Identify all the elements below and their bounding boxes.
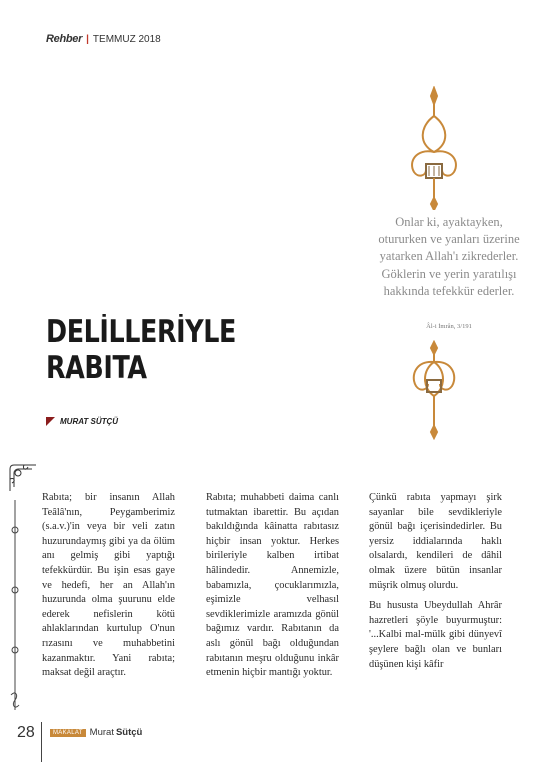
quote-source: Âl-i İmrân, 3/191 xyxy=(426,323,472,330)
ornament-top-icon xyxy=(406,86,462,210)
paragraph: Rabıta; muhabbeti daima canlı tutmaktan ibarettir. Bu açıdan bakıldığında kâinatta rabıtasız hiçbir insan yoktur. Herkes birileriyle kalben irtibat hâlindedir. Annemizle, babamızla, çocuklarımızla, eşimizle velhasıl sevdiklerimizle aramızda gönül bağımız vardır. Rabıtanın da aslı gönül bağı olduğundan rabıtanın meşru olduğunu inkâr etmenin hiçbir mantığı yoktur. xyxy=(206,492,339,679)
paragraph: Çünkü rabıta yapmayı şirk sayanlar bile sevdikleriyle gönül bağı içerisindedirler. Bu yersiz iddialarında haklı olsalardı, kendileri de dâhil olmak üzere bütün insanlar müşrik olmuş olurdu. xyxy=(369,492,502,591)
byline-marker-icon xyxy=(46,417,55,426)
paragraph: Bu hususta Ubeydullah Ahrâr hazretleri şöyle buyurmuştur: '...Kalbi mal-mülk gibi dünyevî şeylere bağlı olan ve bunları düşünen kişi kâfir xyxy=(369,600,502,670)
footer-author-first: Murat xyxy=(89,727,114,738)
running-header xyxy=(46,33,161,45)
article-title xyxy=(46,314,236,386)
footer-author-last: Sütçü xyxy=(115,727,143,738)
text-column-1 xyxy=(42,491,175,687)
text-column-3 xyxy=(369,491,502,678)
footer-divider xyxy=(41,722,42,762)
author-name: MURAT SÜTÇÜ xyxy=(60,417,119,426)
paragraph: Rabıta; bir insanın Allah Teâlâ'nın, Peygamberimiz (s.a.v.)'in veya bir veli zatın huzurundaymış gibi ya da ölüm anı gelmiş gibi yaptığı tefekkürdür. Bu işin esas gaye ve hedefi, her an Allah'ın huzurunda olma şuurunu elde ederek nefislerin kötü ahlaklarından kurtulup O'nun rızasını ve muhabbetini kazanmaktır. Yani rabıta; maksat değil araçtır. xyxy=(42,492,175,679)
pull-quote: Onlar ki, ayaktayken, otururken ve yanları üzerine yatarken Allah'ı zikrederler. Göklerin ve yerin yaratılışı hakkında tefekkür ederler. xyxy=(378,215,520,298)
corner-flourish-icon xyxy=(8,463,38,493)
title-line-1: DELİLLERİYLE xyxy=(46,314,236,350)
byline xyxy=(46,417,118,426)
section-tag: MAKALAT xyxy=(50,729,86,737)
footer xyxy=(50,727,142,738)
ornament-bottom-icon xyxy=(408,340,460,440)
header-separator: | xyxy=(86,33,89,45)
text-column-2 xyxy=(206,491,339,687)
issue-date: TEMMUZ 2018 xyxy=(92,33,161,45)
title-line-2: RABITA xyxy=(46,350,147,386)
page-number: 28 xyxy=(17,724,35,741)
magazine-brand: Rehber xyxy=(46,33,83,45)
side-border-ornament-icon xyxy=(10,500,20,710)
